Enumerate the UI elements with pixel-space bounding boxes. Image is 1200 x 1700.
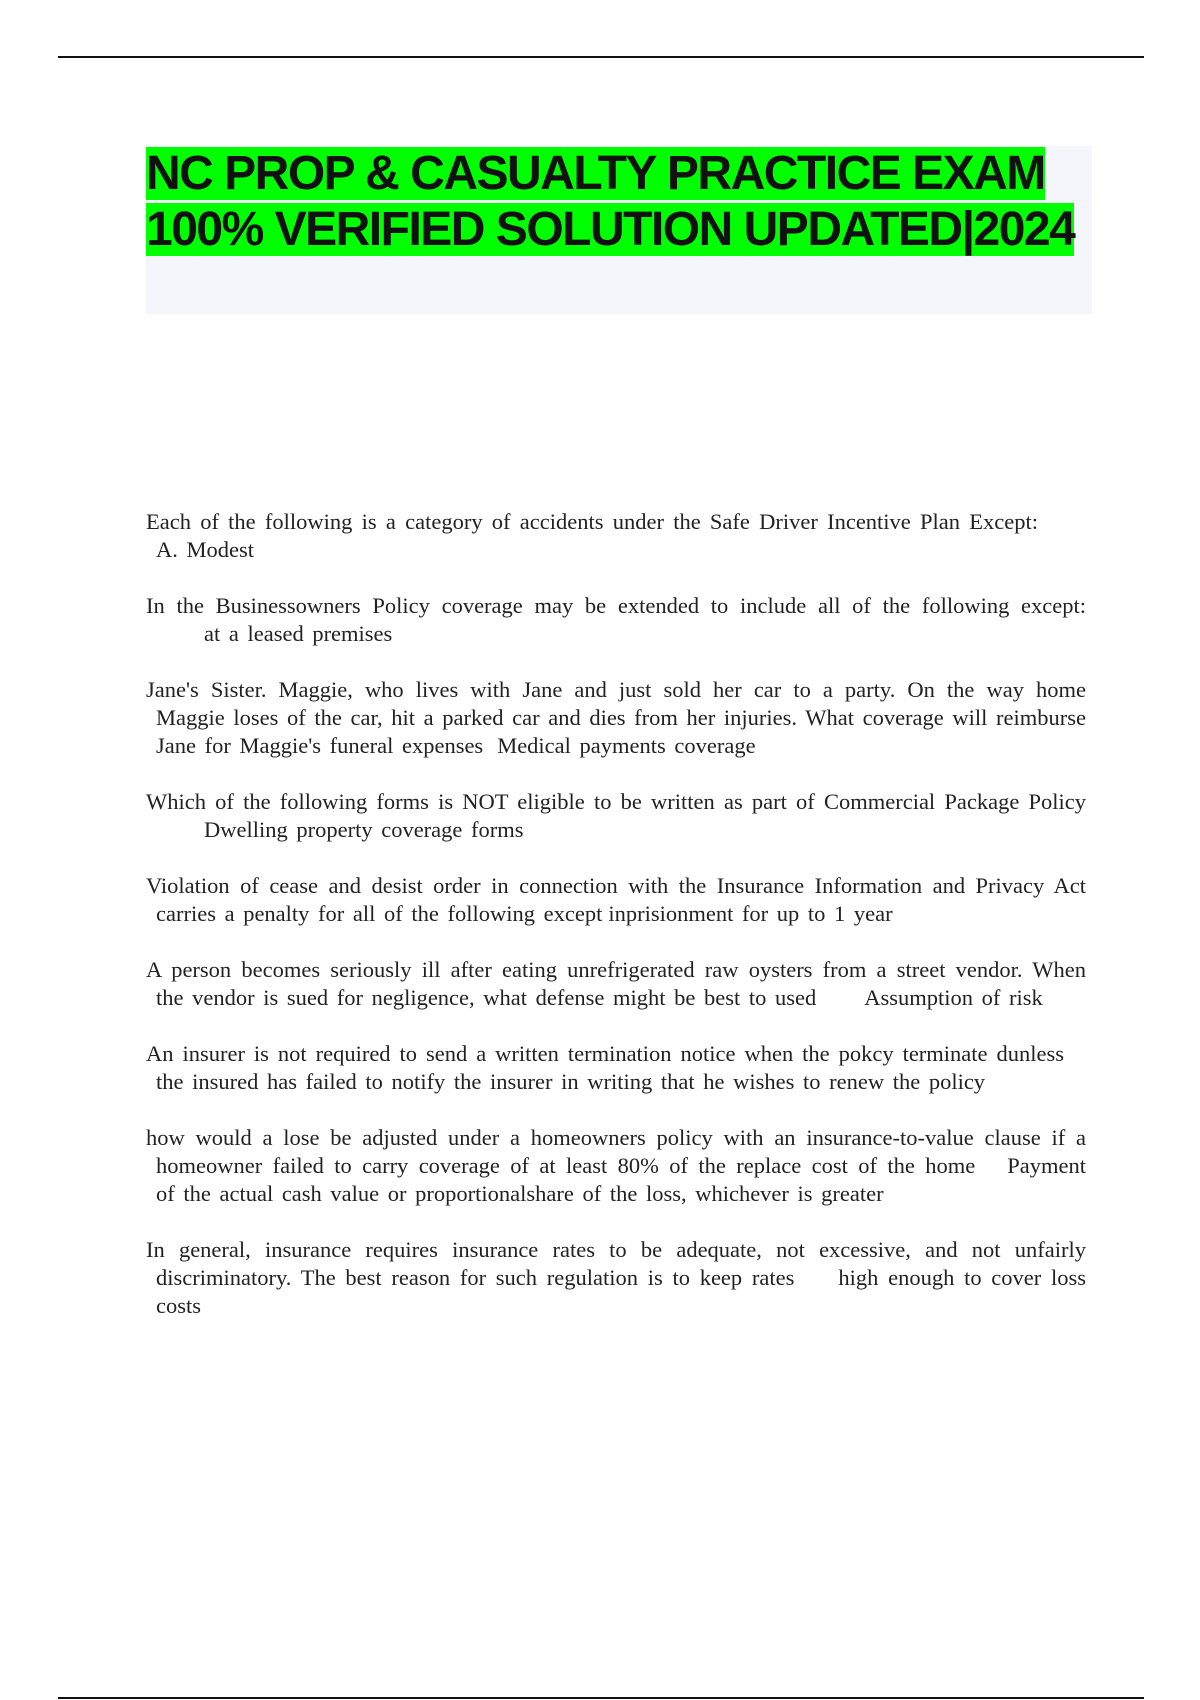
question-text: Violation of cease and desist order in connection with the Insurance Information and Privacy Act carries a penalty for all of the following except xyxy=(146,873,1086,926)
title-block xyxy=(146,146,1092,314)
question-text: A person becomes seriously ill after eating unrefrigerated raw oysters from a street vendor. When the vendor is sued for negligence, what defense might be best to used xyxy=(146,957,1086,1010)
answer-text: the insured has failed to notify the insurer in writing that he wishes to renew the policy xyxy=(156,1069,986,1094)
answer-text: A. Modest xyxy=(156,537,254,562)
answer-text: Payment of the actual cash value or proportionalshare of the loss, whichever is greater xyxy=(156,1153,1086,1206)
qa-item-1 xyxy=(146,508,1086,564)
question-text: Jane's Sister. Maggie, who lives with Jane and just sold her car to a party. On the way home Maggie loses of the car, hit a parked car and dies from her injuries. What coverage will reimburse Jane for Maggie's funeral expenses xyxy=(146,677,1086,758)
title-highlight: NC PROP & CASUALTY PRACTICE EXAM 100% VERIFIED SOLUTION UPDATED|2024 xyxy=(146,147,1075,256)
question-text: In the Businessowners Policy coverage may be extended to include all of the following except: xyxy=(146,593,1086,618)
qa-item-8 xyxy=(146,1124,1086,1208)
qa-item-7 xyxy=(146,1040,1086,1096)
answer-text: Assumption of risk xyxy=(864,985,1043,1010)
bottom-rule xyxy=(58,1697,1144,1699)
answer-text: inprisionment for up to 1 year xyxy=(608,901,893,926)
qa-item-6 xyxy=(146,956,1086,1012)
question-text: In general, insurance requires insurance rates to be adequate, not excessive, and not unfairly discriminatory. The best reason for such regulation is to keep rates xyxy=(146,1237,1086,1290)
question-text: how would a lose be adjusted under a homeowners policy with an insurance-to-value clause if a homeowner failed to carry coverage of at least 80% of the replace cost of the home xyxy=(146,1125,1086,1178)
qa-item-9 xyxy=(146,1236,1086,1320)
question-text: An insurer is not required to send a written termination notice when the pokcy terminate dunless xyxy=(146,1041,1064,1066)
question-list xyxy=(146,508,1086,1348)
top-rule xyxy=(58,56,1144,58)
answer-text: at a leased premises xyxy=(204,621,393,646)
answer-text: Dwelling property coverage forms xyxy=(204,817,524,842)
qa-item-2 xyxy=(146,592,1086,648)
qa-item-4 xyxy=(146,788,1086,844)
answer-text: Medical payments coverage xyxy=(497,733,756,758)
question-text: Each of the following is a category of accidents under the Safe Driver Incentive Plan Except: xyxy=(146,509,1038,534)
question-text: Which of the following forms is NOT eligible to be written as part of Commercial Package Policy xyxy=(146,789,1086,814)
qa-item-5 xyxy=(146,872,1086,928)
answer-text: high enough to cover loss costs xyxy=(156,1265,1087,1318)
qa-item-3 xyxy=(146,676,1086,760)
document-title xyxy=(146,146,1092,258)
